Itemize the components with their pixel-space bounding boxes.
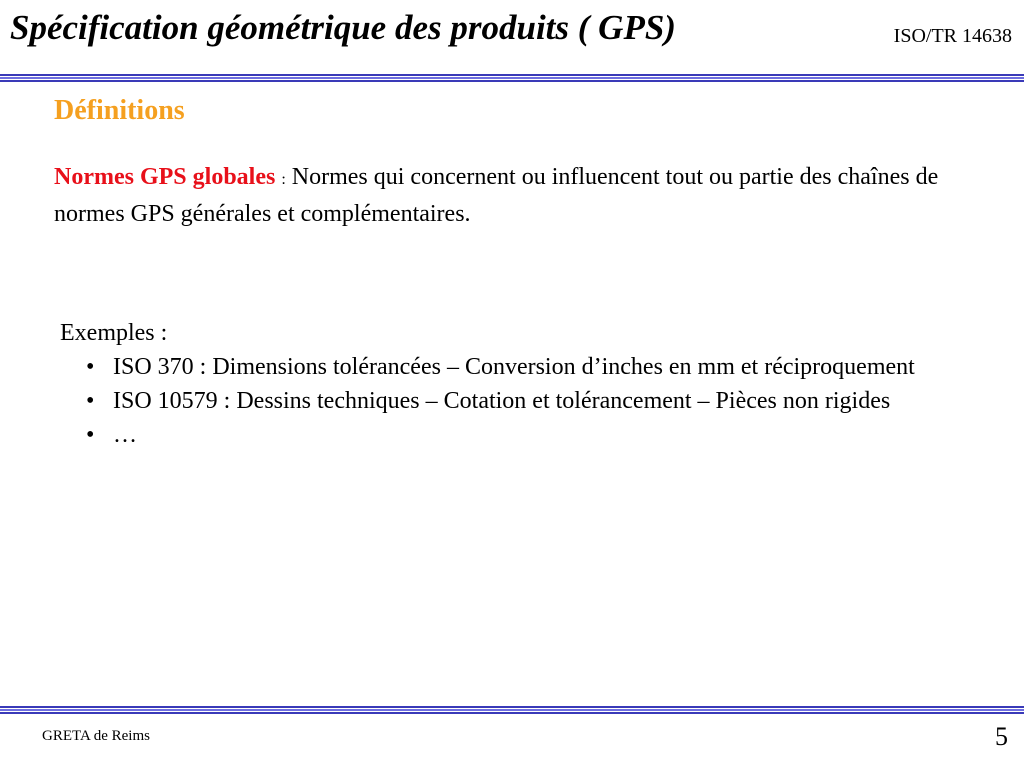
slide-title: Spécification géométrique des produits ( GPS) bbox=[10, 8, 676, 47]
definition-text: Normes qui concernent ou influencent tout ou partie des chaînes de normes GPS générales et complémentaires. bbox=[54, 164, 939, 227]
list-item-text: … bbox=[113, 422, 137, 448]
definition-term: Normes GPS globales bbox=[54, 164, 276, 190]
page-number: 5 bbox=[995, 722, 1008, 751]
header-divider bbox=[0, 74, 1024, 82]
definition-separator: : bbox=[281, 171, 286, 188]
list-item-text: ISO 10579 : Dessins techniques – Cotation et tolérancement – Pièces non rigides bbox=[113, 388, 891, 414]
footer-organization: GRETA de Reims bbox=[42, 728, 150, 744]
bullet-icon: • bbox=[86, 388, 95, 414]
bullet-icon: • bbox=[86, 354, 95, 380]
list-item bbox=[60, 350, 970, 384]
examples-list bbox=[60, 350, 970, 452]
list-item bbox=[60, 384, 970, 418]
list-item-text: ISO 370 : Dimensions tolérancées – Conversion d’inches en mm et réciproquement bbox=[113, 354, 915, 380]
document-reference: ISO/TR 14638 bbox=[893, 25, 1012, 47]
examples-heading: Exemples : bbox=[60, 320, 168, 346]
bullet-icon: • bbox=[86, 422, 95, 448]
definition-paragraph bbox=[54, 160, 974, 231]
examples-block bbox=[60, 316, 970, 452]
footer-divider bbox=[0, 706, 1024, 714]
section-title: Définitions bbox=[54, 95, 185, 126]
list-item bbox=[60, 418, 970, 452]
